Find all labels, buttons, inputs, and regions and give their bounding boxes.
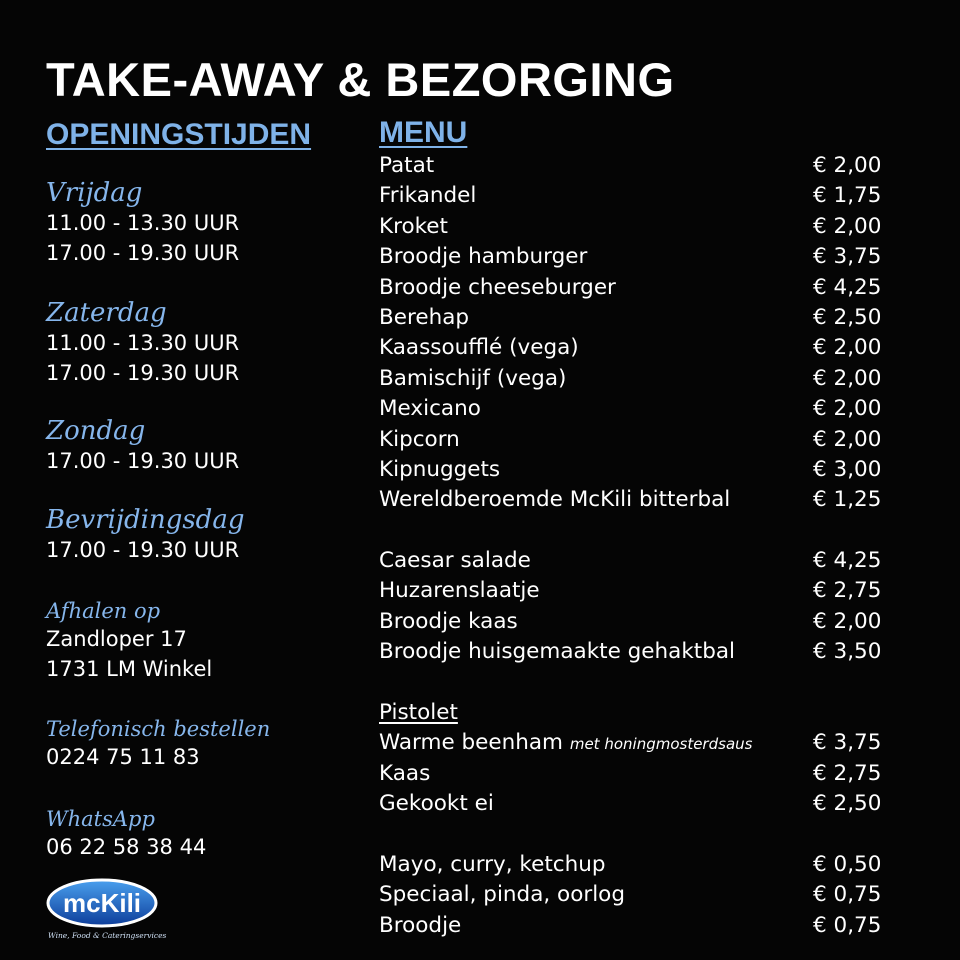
spacer <box>379 668 879 698</box>
item-note: met honingmosterdsaus <box>569 735 753 754</box>
logo-text: mcKili <box>62 888 142 918</box>
menu-heading: MENU <box>379 116 468 149</box>
menu-item: Broodje cheeseburger € 4,25 <box>379 273 879 303</box>
price: € 3,00 <box>813 456 882 482</box>
pickup-city: 1731 LM Winkel <box>46 657 213 681</box>
pickup-street: Zandloper 17 <box>46 627 187 651</box>
whatsapp-contact <box>46 806 366 862</box>
price: € 2,00 <box>813 608 882 634</box>
menu-item: Patat € 2,00 <box>379 151 879 181</box>
page-title: TAKE-AWAY & BEZORGING <box>46 53 675 106</box>
spacer <box>379 516 879 546</box>
time-slot: 17.00 - 19.30 UUR <box>46 538 240 562</box>
menu-item: Kipcorn € 2,00 <box>379 425 879 455</box>
phone-label: Telefonisch bestellen <box>46 717 271 741</box>
pickup-label: Afhalen op <box>46 599 161 623</box>
menu-item: Mayo, curry, ketchup € 0,50 <box>379 850 879 880</box>
menu-item: Kipnuggets € 3,00 <box>379 455 879 485</box>
menu-item: Broodje kaas € 2,00 <box>379 607 879 637</box>
menu-item: Kaassoufflé (vega) € 2,00 <box>379 333 879 363</box>
menu-item: Broodje € 0,75 <box>379 911 879 941</box>
day-name: Vrijdag <box>46 178 143 208</box>
opening-day-sunday <box>46 416 366 476</box>
time-slot: 11.00 - 13.30 UUR <box>46 331 240 355</box>
price: € 2,75 <box>813 760 882 786</box>
price: € 3,75 <box>813 730 882 756</box>
day-name: Zondag <box>46 416 146 446</box>
mckili-logo <box>46 876 186 946</box>
price: € 1,25 <box>813 487 882 513</box>
menu-item: Berehap € 2,50 <box>379 303 879 333</box>
day-name: Bevrijdingsdag <box>46 505 245 535</box>
opening-day-liberation-day <box>46 505 366 565</box>
price: € 0,50 <box>813 851 882 877</box>
menu-item: Mexicano € 2,00 <box>379 394 879 424</box>
logo-badge-icon <box>46 876 186 946</box>
menu-item: Broodje hamburger € 3,75 <box>379 242 879 272</box>
menu-item: Bamischijf (vega) € 2,00 <box>379 364 879 394</box>
menu-list <box>379 151 882 941</box>
price: € 2,00 <box>813 335 882 361</box>
pistolet-subheading: Pistolet <box>379 700 458 726</box>
price: € 3,75 <box>813 244 882 270</box>
menu-item: Speciaal, pinda, oorlog € 0,75 <box>379 880 879 910</box>
menu-item: Warme beenham met honingmosterdsaus € 3,75 <box>379 728 879 758</box>
pickup-address <box>46 598 366 684</box>
opening-day-saturday <box>46 298 366 388</box>
menu-item: Wereldberoemde McKili bitterbal € 1,25 <box>379 485 879 515</box>
price: € 2,50 <box>813 304 882 330</box>
price: € 2,50 <box>813 791 882 817</box>
price: € 2,00 <box>813 213 882 239</box>
price: € 1,75 <box>813 183 882 209</box>
menu-item: Gekookt ei € 2,50 <box>379 789 879 819</box>
price: € 2,00 <box>813 365 882 391</box>
menu-item: Frikandel € 1,75 <box>379 181 879 211</box>
price: € 2,75 <box>813 578 882 604</box>
price: € 2,00 <box>813 396 882 422</box>
time-slot: 17.00 - 19.30 UUR <box>46 449 240 473</box>
phone-number[interactable]: 0224 75 11 83 <box>46 745 200 769</box>
menu-item: Kaas € 2,75 <box>379 759 879 789</box>
price: € 3,50 <box>813 639 882 665</box>
menu-item: Kroket € 2,00 <box>379 212 879 242</box>
opening-hours-heading: OPENINGSTIJDEN <box>46 118 312 151</box>
phone-order <box>46 716 366 772</box>
whatsapp-number[interactable]: 06 22 58 38 44 <box>46 835 207 859</box>
day-name: Zaterdag <box>46 298 167 328</box>
menu-item: Huzarenslaatje € 2,75 <box>379 576 879 606</box>
price: € 0,75 <box>813 882 882 908</box>
spacer <box>379 820 879 850</box>
price: € 4,25 <box>813 274 882 300</box>
price: € 2,00 <box>813 153 882 178</box>
time-slot: 17.00 - 19.30 UUR <box>46 241 240 265</box>
menu-item: Caesar salade € 4,25 <box>379 546 879 576</box>
logo-tagline: Wine, Food & Cateringservices <box>48 931 167 940</box>
time-slot: 11.00 - 13.30 UUR <box>46 211 240 235</box>
menu-item: Broodje huisgemaakte gehaktbal € 3,50 <box>379 637 879 667</box>
price: € 4,25 <box>813 548 882 574</box>
whatsapp-label: WhatsApp <box>46 807 155 831</box>
price: € 2,00 <box>813 426 882 452</box>
price: € 0,75 <box>813 912 882 938</box>
time-slot: 17.00 - 19.30 UUR <box>46 361 240 385</box>
opening-day-friday <box>46 178 366 268</box>
